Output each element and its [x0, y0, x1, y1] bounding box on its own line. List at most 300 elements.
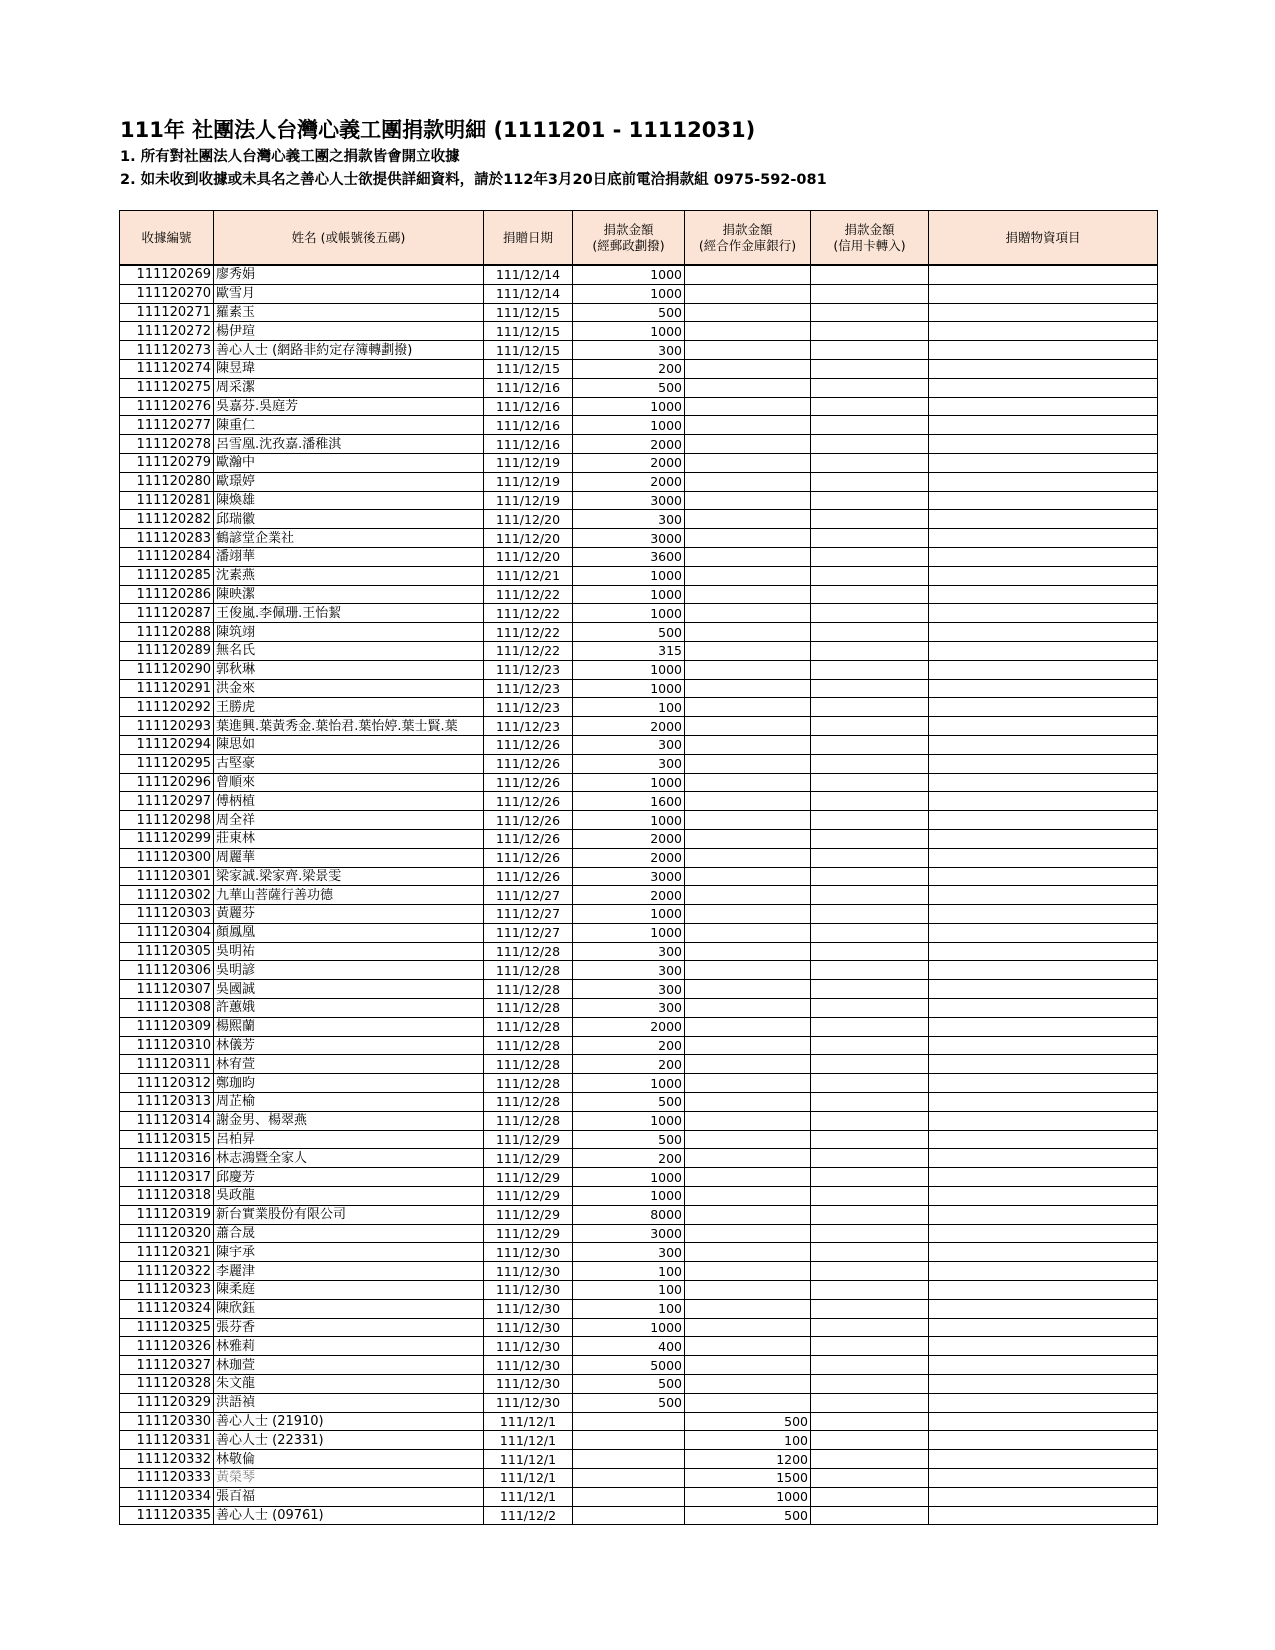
table-row [120, 1393, 1158, 1412]
table-row [120, 1168, 1158, 1187]
table-row [120, 435, 1158, 454]
date-cell: 111/12/1 [484, 1469, 573, 1488]
goods-cell [929, 1055, 1158, 1074]
table-row [120, 905, 1158, 924]
bank-amount-cell [685, 1281, 811, 1300]
bank-amount-cell [685, 886, 811, 905]
card-amount-cell [811, 1506, 929, 1525]
card-amount-cell [811, 303, 929, 322]
goods-cell [929, 641, 1158, 660]
bank-amount-cell [685, 397, 811, 416]
name-cell: 黃麗芬 [214, 905, 484, 924]
table-row [120, 566, 1158, 585]
date-cell: 111/12/15 [484, 322, 573, 341]
goods-cell [929, 284, 1158, 303]
receipt-cell: 111120297 [120, 792, 214, 811]
card-amount-cell [811, 1375, 929, 1394]
card-amount-cell [811, 1017, 929, 1036]
postal-amount-cell: 3000 [573, 529, 685, 548]
date-cell: 111/12/28 [484, 1036, 573, 1055]
date-cell: 111/12/22 [484, 641, 573, 660]
date-cell: 111/12/29 [484, 1168, 573, 1187]
postal-amount-cell: 2000 [573, 886, 685, 905]
receipt-cell: 111120291 [120, 679, 214, 698]
receipt-cell: 111120315 [120, 1130, 214, 1149]
name-cell: 林敬倫 [214, 1450, 484, 1469]
bank-amount-cell [685, 510, 811, 529]
date-cell: 111/12/30 [484, 1393, 573, 1412]
bank-amount-cell [685, 1168, 811, 1187]
card-amount-cell [811, 1093, 929, 1112]
table-row [120, 529, 1158, 548]
postal-amount-cell: 1000 [573, 416, 685, 435]
card-amount-cell [811, 905, 929, 924]
card-amount-cell [811, 341, 929, 360]
table-row [120, 999, 1158, 1018]
header-name: 姓名 (或帳號後五碼) [214, 211, 484, 266]
bank-amount-cell [685, 303, 811, 322]
bank-amount-cell [685, 1093, 811, 1112]
date-cell: 111/12/30 [484, 1262, 573, 1281]
bank-amount-cell [685, 717, 811, 736]
postal-amount-cell [573, 1431, 685, 1450]
table-row [120, 1205, 1158, 1224]
receipt-cell: 111120325 [120, 1318, 214, 1337]
table-row [120, 735, 1158, 754]
date-cell: 111/12/23 [484, 717, 573, 736]
name-cell: 鶴諺堂企業社 [214, 529, 484, 548]
name-cell: 鄭珈昀 [214, 1074, 484, 1093]
table-row [120, 1281, 1158, 1300]
table-row [120, 378, 1158, 397]
goods-cell [929, 1224, 1158, 1243]
table-row [120, 1224, 1158, 1243]
postal-amount-cell [573, 1450, 685, 1469]
date-cell: 111/12/23 [484, 698, 573, 717]
table-row [120, 698, 1158, 717]
postal-amount-cell: 300 [573, 754, 685, 773]
name-cell: 古堅豪 [214, 754, 484, 773]
name-cell: 吳明諺 [214, 961, 484, 980]
postal-amount-cell: 3600 [573, 547, 685, 566]
receipt-cell: 111120310 [120, 1036, 214, 1055]
postal-amount-cell: 1000 [573, 1111, 685, 1130]
postal-amount-cell: 100 [573, 1299, 685, 1318]
table-row [120, 359, 1158, 378]
goods-cell [929, 265, 1158, 284]
goods-cell [929, 829, 1158, 848]
date-cell: 111/12/28 [484, 1074, 573, 1093]
postal-amount-cell [573, 1469, 685, 1488]
card-amount-cell [811, 735, 929, 754]
bank-amount-cell [685, 735, 811, 754]
receipt-cell: 111120319 [120, 1205, 214, 1224]
table-row [120, 284, 1158, 303]
name-cell: 潘翊華 [214, 547, 484, 566]
donation-table [119, 210, 1158, 1525]
bank-amount-cell [685, 792, 811, 811]
name-cell: 朱文龍 [214, 1375, 484, 1394]
table-row [120, 754, 1158, 773]
name-cell: 善心人士 (09761) [214, 1506, 484, 1525]
name-cell: 曾順來 [214, 773, 484, 792]
receipt-cell: 111120283 [120, 529, 214, 548]
table-row [120, 1469, 1158, 1488]
postal-amount-cell: 8000 [573, 1205, 685, 1224]
table-row [120, 886, 1158, 905]
receipt-cell: 111120317 [120, 1168, 214, 1187]
card-amount-cell [811, 848, 929, 867]
table-row [120, 961, 1158, 980]
date-cell: 111/12/30 [484, 1356, 573, 1375]
bank-amount-cell [685, 529, 811, 548]
date-cell: 111/12/30 [484, 1337, 573, 1356]
card-amount-cell [811, 754, 929, 773]
name-cell: 無名氏 [214, 641, 484, 660]
date-cell: 111/12/26 [484, 735, 573, 754]
date-cell: 111/12/29 [484, 1224, 573, 1243]
postal-amount-cell: 2000 [573, 717, 685, 736]
date-cell: 111/12/28 [484, 1093, 573, 1112]
goods-cell [929, 679, 1158, 698]
card-amount-cell [811, 1450, 929, 1469]
postal-amount-cell: 1000 [573, 660, 685, 679]
receipt-cell: 111120331 [120, 1431, 214, 1450]
postal-amount-cell: 1000 [573, 1168, 685, 1187]
note-receipt: 1. 所有對社團法人台灣心義工團之捐款皆會開立收據 [120, 149, 460, 165]
table-row [120, 1017, 1158, 1036]
card-amount-cell [811, 416, 929, 435]
card-amount-cell [811, 980, 929, 999]
receipt-cell: 111120321 [120, 1243, 214, 1262]
name-cell: 沈素燕 [214, 566, 484, 585]
postal-amount-cell: 300 [573, 735, 685, 754]
card-amount-cell [811, 378, 929, 397]
name-cell: 許蕙娥 [214, 999, 484, 1018]
header-bank-line2: (經合作金庫銀行) [698, 237, 797, 253]
table-row [120, 773, 1158, 792]
header-date: 捐贈日期 [484, 211, 573, 266]
goods-cell [929, 961, 1158, 980]
card-amount-cell [811, 1487, 929, 1506]
bank-amount-cell [685, 1356, 811, 1375]
table-row [120, 923, 1158, 942]
bank-amount-cell [685, 1262, 811, 1281]
receipt-cell: 111120318 [120, 1187, 214, 1206]
date-cell: 111/12/19 [484, 491, 573, 510]
date-cell: 111/12/20 [484, 529, 573, 548]
table-row [120, 341, 1158, 360]
postal-amount-cell: 100 [573, 1281, 685, 1300]
goods-cell [929, 453, 1158, 472]
date-cell: 111/12/2 [484, 1506, 573, 1525]
card-amount-cell [811, 1168, 929, 1187]
bank-amount-cell [685, 435, 811, 454]
postal-amount-cell: 2000 [573, 435, 685, 454]
postal-amount-cell: 1000 [573, 322, 685, 341]
card-amount-cell [811, 322, 929, 341]
table-row [120, 1262, 1158, 1281]
table-row [120, 1431, 1158, 1450]
goods-cell [929, 1130, 1158, 1149]
bank-amount-cell [685, 1055, 811, 1074]
card-amount-cell [811, 472, 929, 491]
bank-amount-cell [685, 641, 811, 660]
receipt-cell: 111120278 [120, 435, 214, 454]
card-amount-cell [811, 547, 929, 566]
table-row [120, 1337, 1158, 1356]
date-cell: 111/12/23 [484, 679, 573, 698]
name-cell: 林雅莉 [214, 1337, 484, 1356]
receipt-cell: 111120271 [120, 303, 214, 322]
postal-amount-cell: 100 [573, 1262, 685, 1281]
table-row [120, 1506, 1158, 1525]
postal-amount-cell: 300 [573, 942, 685, 961]
name-cell: 陳昱瑋 [214, 359, 484, 378]
postal-amount-cell: 300 [573, 961, 685, 980]
table-row [120, 1318, 1158, 1337]
table-row [120, 472, 1158, 491]
goods-cell [929, 378, 1158, 397]
postal-amount-cell: 1000 [573, 1318, 685, 1337]
date-cell: 111/12/19 [484, 472, 573, 491]
receipt-cell: 111120334 [120, 1487, 214, 1506]
bank-amount-cell [685, 905, 811, 924]
receipt-cell: 111120279 [120, 453, 214, 472]
date-cell: 111/12/26 [484, 811, 573, 830]
goods-cell [929, 435, 1158, 454]
card-amount-cell [811, 435, 929, 454]
postal-amount-cell: 500 [573, 1093, 685, 1112]
receipt-cell: 111120299 [120, 829, 214, 848]
goods-cell [929, 1036, 1158, 1055]
goods-cell [929, 1074, 1158, 1093]
bank-amount-cell [685, 566, 811, 585]
postal-amount-cell: 1000 [573, 604, 685, 623]
receipt-cell: 111120329 [120, 1393, 214, 1412]
table-row [120, 1356, 1158, 1375]
goods-cell [929, 735, 1158, 754]
goods-cell [929, 1262, 1158, 1281]
receipt-cell: 111120269 [120, 265, 214, 284]
receipt-cell: 111120282 [120, 510, 214, 529]
name-cell: 葉進興.葉黃秀金.葉怡君.葉怡婷.葉士賢.葉 [214, 717, 484, 736]
goods-cell [929, 547, 1158, 566]
bank-amount-cell [685, 679, 811, 698]
date-cell: 111/12/14 [484, 284, 573, 303]
date-cell: 111/12/14 [484, 265, 573, 284]
postal-amount-cell: 1000 [573, 905, 685, 924]
name-cell: 王勝虎 [214, 698, 484, 717]
name-cell: 楊熙蘭 [214, 1017, 484, 1036]
date-cell: 111/12/1 [484, 1450, 573, 1469]
table-row [120, 867, 1158, 886]
goods-cell [929, 1393, 1158, 1412]
name-cell: 善心人士 (網路非約定存簿轉劃撥) [214, 341, 484, 360]
goods-cell [929, 1337, 1158, 1356]
table-row [120, 942, 1158, 961]
goods-cell [929, 1375, 1158, 1394]
name-cell: 陳柔庭 [214, 1281, 484, 1300]
card-amount-cell [811, 923, 929, 942]
card-amount-cell [811, 1412, 929, 1431]
card-amount-cell [811, 1149, 929, 1168]
date-cell: 111/12/22 [484, 585, 573, 604]
name-cell: 周全祥 [214, 811, 484, 830]
postal-amount-cell: 2000 [573, 472, 685, 491]
receipt-cell: 111120302 [120, 886, 214, 905]
receipt-cell: 111120320 [120, 1224, 214, 1243]
table-row [120, 1093, 1158, 1112]
card-amount-cell [811, 1337, 929, 1356]
card-amount-cell [811, 1318, 929, 1337]
card-amount-cell [811, 284, 929, 303]
date-cell: 111/12/16 [484, 378, 573, 397]
table-row [120, 848, 1158, 867]
card-amount-cell [811, 867, 929, 886]
receipt-cell: 111120333 [120, 1469, 214, 1488]
bank-amount-cell [685, 923, 811, 942]
bank-amount-cell [685, 1111, 811, 1130]
date-cell: 111/12/29 [484, 1130, 573, 1149]
receipt-cell: 111120270 [120, 284, 214, 303]
receipt-cell: 111120322 [120, 1262, 214, 1281]
date-cell: 111/12/20 [484, 510, 573, 529]
date-cell: 111/12/30 [484, 1243, 573, 1262]
card-amount-cell [811, 641, 929, 660]
name-cell: 陳宇承 [214, 1243, 484, 1262]
bank-amount-cell [685, 1318, 811, 1337]
goods-cell [929, 1017, 1158, 1036]
postal-amount-cell: 5000 [573, 1356, 685, 1375]
table-row [120, 623, 1158, 642]
bank-amount-cell [685, 1149, 811, 1168]
bank-amount-cell [685, 322, 811, 341]
table-row [120, 491, 1158, 510]
name-cell: 梁家誠.梁家齊.梁景雯 [214, 867, 484, 886]
goods-cell [929, 529, 1158, 548]
goods-cell [929, 754, 1158, 773]
receipt-cell: 111120323 [120, 1281, 214, 1300]
name-cell: 洪金來 [214, 679, 484, 698]
goods-cell [929, 491, 1158, 510]
header-postal [573, 211, 685, 266]
postal-amount-cell: 1000 [573, 773, 685, 792]
bank-amount-cell [685, 284, 811, 303]
goods-cell [929, 416, 1158, 435]
date-cell: 111/12/26 [484, 792, 573, 811]
table-row [120, 453, 1158, 472]
card-amount-cell [811, 1111, 929, 1130]
name-cell: 王俊嵐.李佩珊.王怡絜 [214, 604, 484, 623]
postal-amount-cell: 1000 [573, 923, 685, 942]
name-cell: 楊伊瑄 [214, 322, 484, 341]
goods-cell [929, 942, 1158, 961]
date-cell: 111/12/15 [484, 359, 573, 378]
goods-cell [929, 1450, 1158, 1469]
receipt-cell: 111120275 [120, 378, 214, 397]
bank-amount-cell [685, 604, 811, 623]
card-amount-cell [811, 604, 929, 623]
card-amount-cell [811, 1262, 929, 1281]
bank-amount-cell [685, 1130, 811, 1149]
name-cell: 吳嘉芬.吳庭芳 [214, 397, 484, 416]
receipt-cell: 111120330 [120, 1412, 214, 1431]
goods-cell [929, 303, 1158, 322]
bank-amount-cell [685, 754, 811, 773]
bank-amount-cell [685, 547, 811, 566]
date-cell: 111/12/26 [484, 754, 573, 773]
table-row [120, 1111, 1158, 1130]
card-amount-cell [811, 698, 929, 717]
table-row [120, 1375, 1158, 1394]
date-cell: 111/12/15 [484, 303, 573, 322]
postal-amount-cell: 3000 [573, 867, 685, 886]
date-cell: 111/12/30 [484, 1318, 573, 1337]
date-cell: 111/12/27 [484, 905, 573, 924]
name-cell: 善心人士 (21910) [214, 1412, 484, 1431]
goods-cell [929, 1299, 1158, 1318]
receipt-cell: 111120311 [120, 1055, 214, 1074]
goods-cell [929, 773, 1158, 792]
receipt-cell: 111120313 [120, 1093, 214, 1112]
table-row [120, 1487, 1158, 1506]
goods-cell [929, 1281, 1158, 1300]
receipt-cell: 111120289 [120, 641, 214, 660]
card-amount-cell [811, 886, 929, 905]
bank-amount-cell [685, 1393, 811, 1412]
date-cell: 111/12/23 [484, 660, 573, 679]
bank-amount-cell [685, 585, 811, 604]
goods-cell [929, 1356, 1158, 1375]
postal-amount-cell: 1000 [573, 679, 685, 698]
table-row [120, 397, 1158, 416]
card-amount-cell [811, 453, 929, 472]
name-cell: 陳欣鈺 [214, 1299, 484, 1318]
receipt-cell: 111120294 [120, 735, 214, 754]
name-cell: 黃榮琴 [214, 1469, 484, 1488]
goods-cell [929, 1318, 1158, 1337]
postal-amount-cell: 200 [573, 1149, 685, 1168]
table-row [120, 303, 1158, 322]
name-cell: 陳思如 [214, 735, 484, 754]
table-row [120, 1130, 1158, 1149]
postal-amount-cell: 1000 [573, 265, 685, 284]
postal-amount-cell: 2000 [573, 1017, 685, 1036]
card-amount-cell [811, 1356, 929, 1375]
bank-amount-cell [685, 359, 811, 378]
goods-cell [929, 717, 1158, 736]
bank-amount-cell [685, 1017, 811, 1036]
name-cell: 羅素玉 [214, 303, 484, 322]
date-cell: 111/12/26 [484, 848, 573, 867]
table-row [120, 1149, 1158, 1168]
date-cell: 111/12/27 [484, 886, 573, 905]
table-row [120, 265, 1158, 284]
table-row [120, 585, 1158, 604]
receipt-cell: 111120308 [120, 999, 214, 1018]
card-amount-cell [811, 397, 929, 416]
postal-amount-cell: 100 [573, 698, 685, 717]
bank-amount-cell [685, 1243, 811, 1262]
header-card-line1: 捐款金額 [844, 221, 895, 237]
header-bank-line1: 捐款金額 [722, 221, 773, 237]
date-cell: 111/12/1 [484, 1412, 573, 1431]
table-row [120, 792, 1158, 811]
bank-amount-cell: 500 [685, 1506, 811, 1525]
table-row [120, 641, 1158, 660]
bank-amount-cell [685, 848, 811, 867]
